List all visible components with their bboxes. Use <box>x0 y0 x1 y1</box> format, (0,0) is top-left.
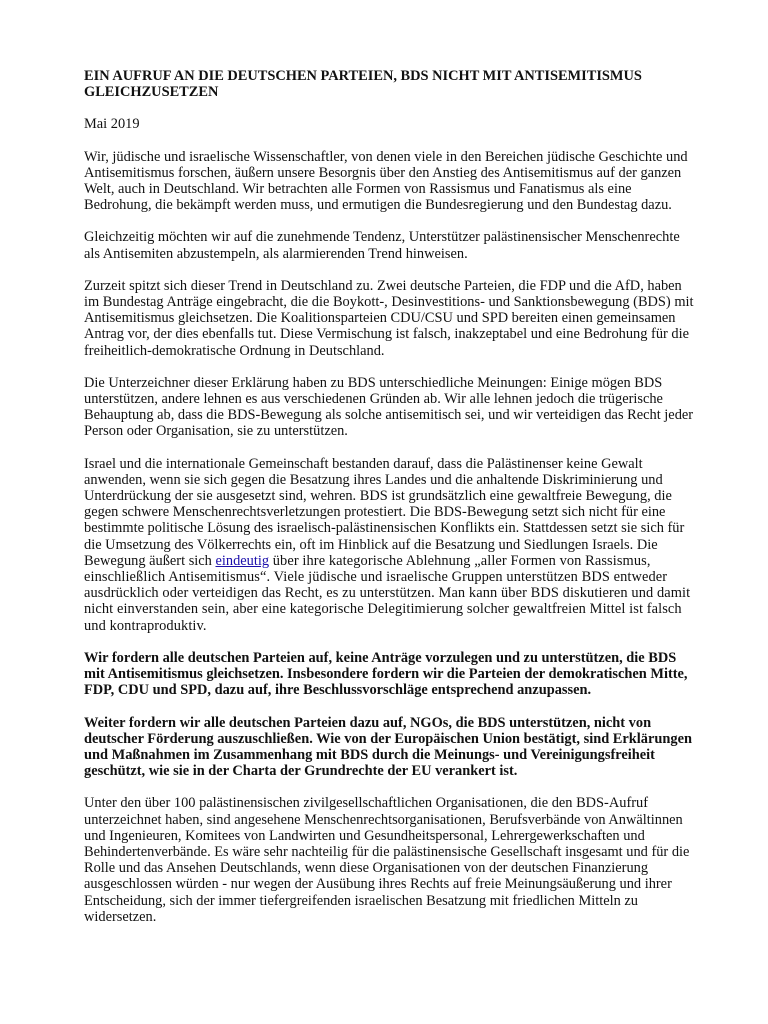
paragraph-bds-text-start: Israel und die internationale Gemeinschaft bestanden darauf, dass die Palästinenser keine Gewalt anwenden, wenn sie sich gegen die Besatzung ihres Landes und die anhaltende Diskriminierung und Unterdrückung der sie ausgesetzt sind, wehren. BDS ist grundsätzlich eine gewaltfreie Bewegung, die gegen schwere Menschenrechtsverletzungen protestiert. Die BDS-Bewegung setzt sich nicht für eine bestimmte politische Lösung des israelisch-palästinensischen Konflikts ein. Stattdessen setzt sie sich für die Umsetzung des Völkerrechts ein, oft im Hinblick auf die Besatzung und Siedlungen Israels. Die Bewegung äußert sich <box>84 455 685 569</box>
paragraph-bds-nonviolent <box>84 456 694 634</box>
eindeutig-link[interactable]: eindeutig <box>215 552 270 569</box>
paragraph-signatories: Die Unterzeichner dieser Erklärung haben zu BDS unterschiedliche Meinungen: Einige mögen BDS unterstützen, andere lehnen es aus verschiedenen Gründen ab. Wir alle lehnen jedoch die trügerische Behauptung ab, dass die BDS-Bewegung als solche antisemitisch sei, und wir verteidigen das Recht jeder Person oder Organisation, sie zu unterstützen. <box>84 374 694 440</box>
document-date: Mai 2019 <box>84 116 140 133</box>
paragraph-bds-text-end: über ihre kategorische Ablehnung „aller Formen von Rassismus, einschließlich Antisemitismus“. Viele jüdische und israelische Gruppen unterstützen BDS entweder ausdrücklich oder verteidigen das Recht, es zu unterstützen. Man kann über BDS diskutieren und damit nicht einverstanden sein, aber eine kategorische Delegitimierung solcher gewaltfreien Mittel ist falsch und kontraproduktiv. <box>84 552 691 634</box>
document-page <box>84 68 694 941</box>
paragraph-organisations: Unter den über 100 palästinensischen zivilgesellschaftlichen Organisationen, die den BDS-Aufruf unterzeichnet haben, sind angesehene Menschenrechtsorganisationen, Berufsverbände von Anwältinnen und Ingenieuren, Komitees von Landwirten und Gesundheitspersonal, Lehrergewerkschaften und Behindertenverbände. Es wäre sehr nachteilig für die palästinensische Gesellschaft insgesamt und für die Rolle und das Ansehen Deutschlands, wenn diese Organisationen von der deutschen Finanzierung ausgeschlossen würden - nur wegen der Ausübung ihres Rechts auf freie Meinungsäußerung und ihrer Entscheidung, sich der immer tiefergreifenden israelischen Besatzung mit friedlichen Mitteln zu widersetzen. <box>84 795 690 925</box>
paragraph-parties: Zurzeit spitzt sich dieser Trend in Deutschland zu. Zwei deutsche Parteien, die FDP und die AfD, haben im Bundestag Anträge eingebracht, die die Boykott-, Desinvestitions- und Sanktionsbewegung (BDS) mit Antisemitismus gleichsetzen. Die Koalitionsparteien CDU/CSU und SPD bereiten einen gemeinsamen Antrag vor, der dies ebenfalls tut. Diese Vermischung ist falsch, inakzeptabel und eine Bedrohung für die freiheitlich-demokratische Ordnung in Deutschland. <box>84 277 694 359</box>
paragraph-demand-parties: Wir fordern alle deutschen Parteien auf, keine Anträge vorzulegen und zu unterstützen, die BDS mit Antisemitismus gleichsetzen. Insbesondere fordern wir die Parteien der demokratischen Mitte, FDP, CDU und SPD, dazu auf, ihre Beschlussvorschläge entsprechend anzupassen. <box>84 649 688 699</box>
paragraph-demand-ngos: Weiter fordern wir alle deutschen Parteien dazu auf, NGOs, die BDS unterstützen, nicht von deutscher Förderung auszuschließen. Wie von der Europäischen Union bestätigt, sind Erklärungen und Maßnahmen im Zusammenhang mit BDS durch die Meinungs- und Vereinigungsfreiheit geschützt, wie sie in der Charta der Grundrechte der EU verankert ist. <box>84 714 692 780</box>
document-title: EIN AUFRUF AN DIE DEUTSCHEN PARTEIEN, BDS NICHT MIT ANTISEMITISMUS GLEICHZUSETZEN <box>84 68 642 101</box>
paragraph-intro: Wir, jüdische und israelische Wissenschaftler, von denen viele in den Bereichen jüdische Geschichte und Antisemitismus forschen, äußern unsere Besorgnis über den Anstieg des Antisemitismus auf der ganzen Welt, auch in Deutschland. Wir betrachten alle Formen von Rassismus und Fanatismus als eine Bedrohung, die bekämpft werden muss, und ermutigen die Bundesregierung und den Bundestag dazu. <box>84 148 688 214</box>
paragraph-trend: Gleichzeitig möchten wir auf die zunehmende Tendenz, Unterstützer palästinensischer Menschenrechte als Antisemiten abzustempeln, als alarmierenden Trend hinweisen. <box>84 229 680 262</box>
